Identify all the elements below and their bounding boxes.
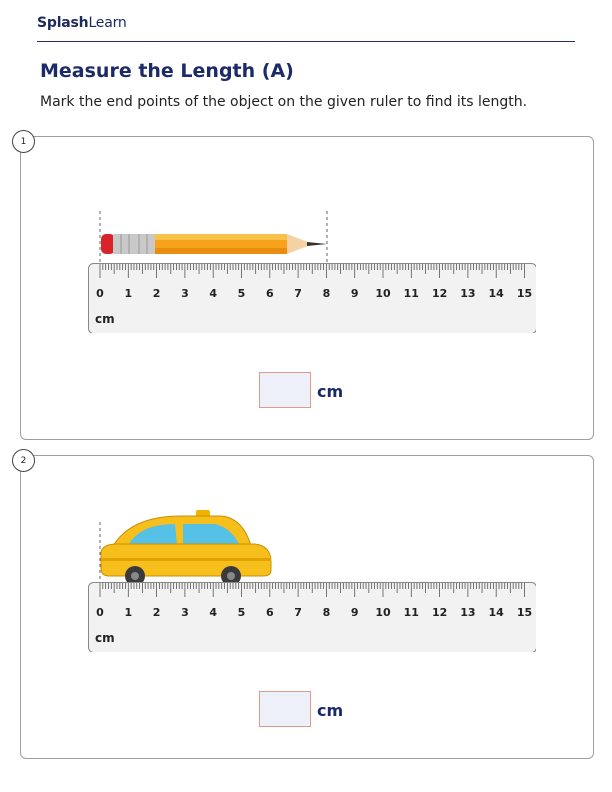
ruler-tick-label: 1 [124,287,133,300]
ruler-tick-label: 7 [294,287,302,300]
ruler-2 [88,582,536,652]
ruler-tick-label: 3 [181,287,189,300]
page-title: Measure the Length (A) [40,60,294,82]
ruler-1 [88,263,536,333]
question-number-1: 1 [12,130,35,153]
ruler-tick-label: 13 [460,287,476,300]
ruler-tick-label: 4 [209,606,218,619]
ruler-tick-label: 6 [265,606,274,619]
ruler-tick-label: 10 [375,606,391,619]
ruler-tick-label: 0 [96,287,104,300]
taxi-icon [81,506,301,586]
ruler-tick-label: 9 [350,287,359,300]
ruler-tick-label: 2 [152,287,161,300]
ruler-tick-label: 14 [488,606,504,619]
ruler-tick-label: 15 [516,606,533,619]
ruler-tick-label: 12 [431,606,448,619]
ruler-tick-label: 1 [124,606,133,619]
ruler-tick-label: 9 [350,606,359,619]
pencil-icon [81,207,341,267]
answer-box-1[interactable] [259,372,311,408]
ruler-tick-label: 3 [181,606,189,619]
header-rule [37,41,575,42]
ruler-tick-label: 0 [96,606,104,619]
question-card-1 [20,136,594,440]
ruler-tick-label: 11 [403,287,419,300]
answer-box-2[interactable] [259,691,311,727]
ruler-tick-label: 13 [460,606,476,619]
question-card-2 [20,455,594,759]
ruler-tick-label: 7 [294,606,302,619]
ruler-tick-label: 4 [209,287,218,300]
ruler-tick-label: 6 [265,287,274,300]
ruler-tick-label: 12 [431,287,448,300]
ruler-tick-label: 8 [322,287,331,300]
instruction-text: Mark the end points of the object on the given ruler to find its length. [40,94,528,110]
splashlearn-logo: SplashLearn [37,15,127,31]
ruler-tick-label: 2 [152,606,161,619]
ruler-unit-label: cm [95,312,115,326]
answer-unit-2: cm [317,701,344,720]
ruler-unit-label: cm [95,631,115,645]
ruler-tick-label: 14 [488,287,504,300]
ruler-tick-label: 11 [403,606,419,619]
ruler-tick-label: 5 [237,606,246,619]
ruler-tick-label: 10 [375,287,391,300]
answer-unit-1: cm [317,382,344,401]
question-number-2: 2 [12,449,35,472]
ruler-tick-label: 15 [516,287,533,300]
ruler-tick-label: 8 [322,606,331,619]
ruler-tick-label: 5 [237,287,246,300]
